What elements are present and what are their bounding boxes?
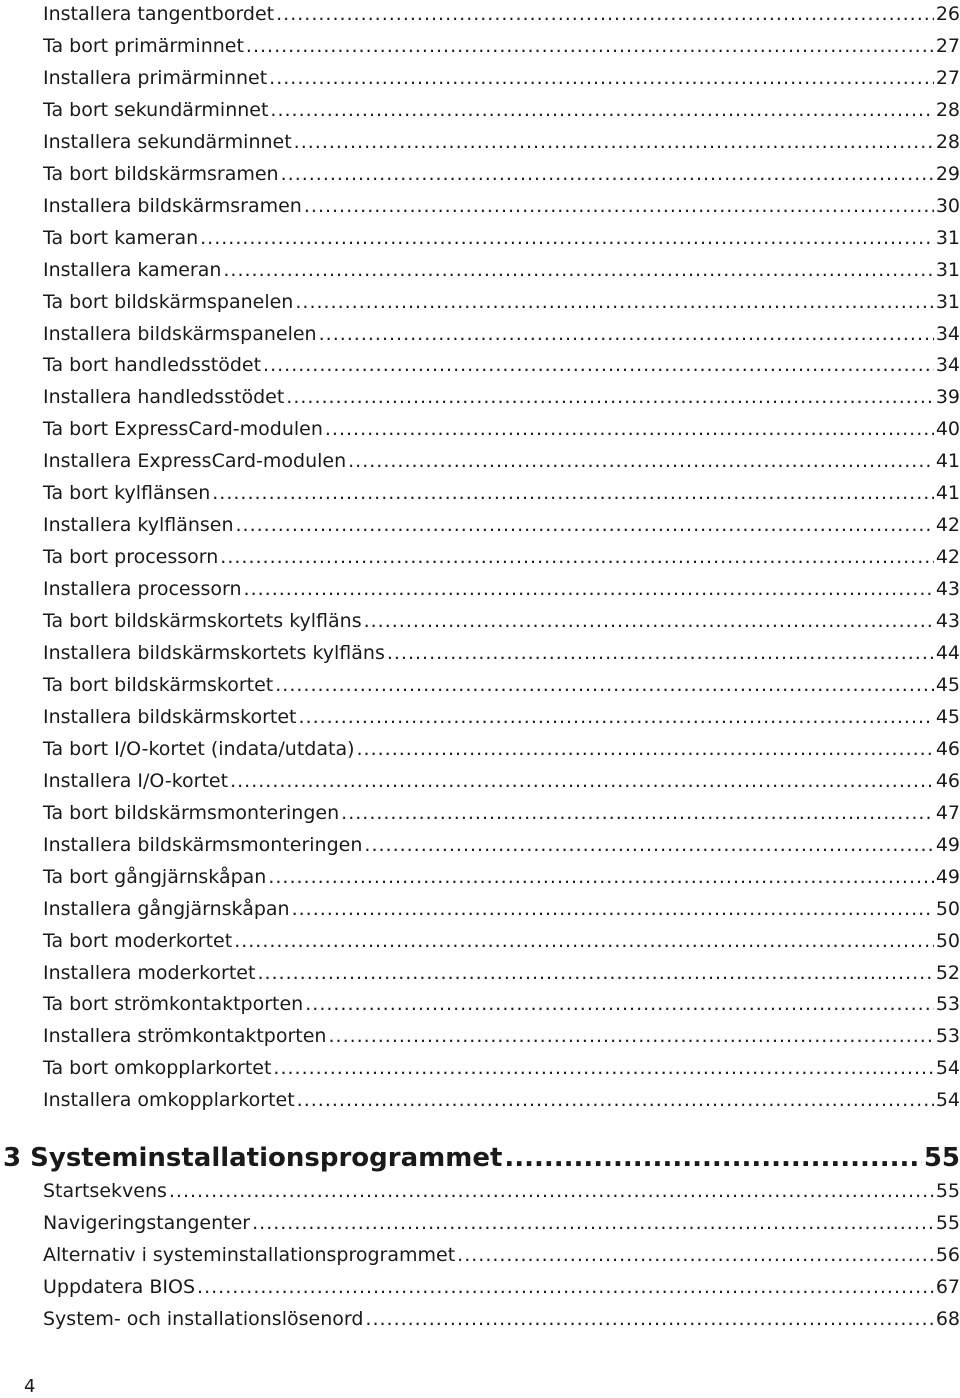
toc-leader-dots bbox=[252, 1212, 934, 1234]
toc-leader-dots bbox=[328, 1025, 933, 1047]
toc-leader-dots bbox=[268, 866, 933, 888]
toc-entry[interactable] bbox=[0, 1180, 960, 1202]
toc-leader-dots bbox=[364, 834, 933, 856]
toc-entry-page: 54 bbox=[935, 1089, 960, 1111]
toc-entry[interactable] bbox=[0, 67, 960, 89]
toc-entry-label: Navigeringstangenter bbox=[43, 1212, 251, 1234]
toc-leader-dots bbox=[263, 354, 934, 376]
toc-entry[interactable] bbox=[0, 770, 960, 792]
toc-entry[interactable] bbox=[0, 323, 960, 345]
toc-entry-page: 42 bbox=[935, 514, 960, 536]
toc-entry-label: Ta bort I/O-kortet (indata/utdata) bbox=[43, 738, 355, 760]
toc-chapter-entry[interactable] bbox=[0, 1143, 960, 1173]
toc-entry-label: Installera bildskärmsmonteringen bbox=[43, 834, 363, 856]
toc-leader-dots bbox=[348, 450, 934, 472]
toc-entry-page: 41 bbox=[935, 482, 960, 504]
toc-entry-page: 34 bbox=[935, 323, 960, 345]
toc-entry-label: Uppdatera BIOS bbox=[43, 1276, 196, 1298]
toc-entry-page: 52 bbox=[935, 962, 960, 984]
toc-entry-page: 42 bbox=[935, 546, 960, 568]
toc-entry-page: 41 bbox=[935, 450, 960, 472]
toc-entry-page: 55 bbox=[935, 1180, 960, 1202]
toc-entry[interactable] bbox=[0, 930, 960, 952]
toc-leader-dots bbox=[230, 770, 934, 792]
toc-entry-label: Ta bort handledsstödet bbox=[43, 354, 262, 376]
toc-leader-dots bbox=[297, 1089, 934, 1111]
toc-entry-page: 43 bbox=[935, 578, 960, 600]
toc-entry[interactable] bbox=[0, 131, 960, 153]
toc-entry-page: 55 bbox=[935, 1212, 960, 1234]
toc-entry[interactable] bbox=[0, 802, 960, 824]
toc-entry[interactable] bbox=[0, 898, 960, 920]
toc-leader-dots bbox=[212, 482, 934, 504]
toc-entry-label: Ta bort bildskärmskortet bbox=[43, 674, 274, 696]
toc-entry[interactable] bbox=[0, 386, 960, 408]
toc-leader-dots bbox=[223, 259, 933, 281]
toc-entry-page: 28 bbox=[935, 99, 960, 121]
toc-leader-dots bbox=[325, 418, 934, 440]
toc-entry-page: 28 bbox=[935, 131, 960, 153]
toc-entry-page: 27 bbox=[935, 67, 960, 89]
toc-entry[interactable] bbox=[0, 866, 960, 888]
toc-entry[interactable] bbox=[0, 610, 960, 632]
toc-leader-dots bbox=[197, 1276, 934, 1298]
toc-leader-dots bbox=[299, 706, 934, 728]
toc-entry-page: 45 bbox=[935, 674, 960, 696]
toc-entry-page: 31 bbox=[935, 227, 960, 249]
toc-entry-label: Installera handledsstödet bbox=[43, 386, 285, 408]
toc-leader-dots bbox=[364, 610, 934, 632]
toc-leader-dots bbox=[387, 642, 934, 664]
toc-entry-label: Installera bildskärmspanelen bbox=[43, 323, 317, 345]
toc-leader-dots bbox=[304, 195, 934, 217]
toc-entry-label: Ta bort bildskärmsmonteringen bbox=[43, 802, 340, 824]
toc-entry-page: 34 bbox=[935, 354, 960, 376]
toc-entry[interactable] bbox=[0, 1089, 960, 1111]
toc-entry-label: Installera primärminnet bbox=[43, 67, 268, 89]
toc-entry-page: 67 bbox=[935, 1276, 960, 1298]
toc-leader-dots bbox=[295, 291, 933, 313]
toc-entry[interactable] bbox=[0, 1244, 960, 1266]
toc-entry-label: Ta bort bildskärmsramen bbox=[43, 163, 279, 185]
toc-entry-label: Installera omkopplarkortet bbox=[43, 1089, 295, 1111]
toc-entry-page: 45 bbox=[935, 706, 960, 728]
toc-entry-label: Ta bort bildskärmspanelen bbox=[43, 291, 294, 313]
toc-entry-label: System- och installationslösenord bbox=[43, 1308, 364, 1330]
toc-entry[interactable] bbox=[0, 1308, 960, 1330]
toc-leader-dots bbox=[319, 323, 934, 345]
toc-entry[interactable] bbox=[0, 99, 960, 121]
toc-entry-page: 53 bbox=[935, 1025, 960, 1047]
toc-entry-label: Startsekvens bbox=[43, 1180, 167, 1202]
toc-entry-page: 46 bbox=[935, 770, 960, 792]
toc-entry-page: 68 bbox=[935, 1308, 960, 1330]
toc-entry[interactable] bbox=[0, 1025, 960, 1047]
page-number: 4 bbox=[24, 1376, 36, 1397]
toc-entry-label: Installera tangentbordet bbox=[43, 3, 275, 25]
toc-leader-dots bbox=[275, 674, 934, 696]
toc-entry-label: 3 Systeminstallationsprogrammet bbox=[3, 1143, 503, 1173]
toc-entry[interactable] bbox=[0, 993, 960, 1015]
toc-entry[interactable] bbox=[0, 354, 960, 376]
toc-entry[interactable] bbox=[0, 259, 960, 281]
toc-leader-dots bbox=[270, 99, 933, 121]
toc-leader-dots bbox=[276, 3, 934, 25]
toc-entry[interactable] bbox=[0, 450, 960, 472]
toc-entry-label: Ta bort omkopplarkortet bbox=[43, 1057, 272, 1079]
toc-entry-page: 29 bbox=[935, 163, 960, 185]
toc-entry-label: Installera strömkontaktporten bbox=[43, 1025, 327, 1047]
toc-leader-dots bbox=[357, 738, 934, 760]
toc-entry-page: 40 bbox=[935, 418, 960, 440]
toc-entry-label: Ta bort ExpressCard-modulen bbox=[43, 418, 323, 440]
toc-leader-dots bbox=[269, 67, 934, 89]
toc-entry[interactable] bbox=[0, 482, 960, 504]
toc-entry-page: 55 bbox=[923, 1143, 960, 1173]
toc-entry-label: Installera processorn bbox=[43, 578, 242, 600]
toc-leader-dots bbox=[234, 930, 934, 952]
toc-entry[interactable] bbox=[0, 163, 960, 185]
toc-entry-label: Installera bildskärmskortets kylfläns bbox=[43, 642, 385, 664]
toc-leader-dots bbox=[200, 227, 934, 249]
toc-entry-label: Installera kylflänsen bbox=[43, 514, 234, 536]
toc-leader-dots bbox=[305, 993, 934, 1015]
toc-entry[interactable] bbox=[0, 738, 960, 760]
toc-entry-label: Ta bort kameran bbox=[43, 227, 199, 249]
toc-entry-label: Ta bort primärminnet bbox=[43, 35, 244, 57]
toc-entry[interactable] bbox=[0, 227, 960, 249]
toc-leader-dots bbox=[294, 131, 934, 153]
toc-entry-label: Installera sekundärminnet bbox=[43, 131, 292, 153]
toc-entry-label: Ta bort moderkortet bbox=[43, 930, 233, 952]
toc-entry[interactable] bbox=[0, 674, 960, 696]
toc-entry-label: Installera moderkortet bbox=[43, 962, 256, 984]
toc-leader-dots bbox=[246, 35, 934, 57]
toc-entry[interactable] bbox=[0, 291, 960, 313]
toc-entry-label: Ta bort strömkontaktporten bbox=[43, 993, 304, 1015]
toc-entry-page: 27 bbox=[935, 35, 960, 57]
toc-entry-page: 50 bbox=[935, 930, 960, 952]
toc-leader-dots bbox=[273, 1057, 933, 1079]
toc-leader-dots bbox=[281, 163, 934, 185]
toc-entry-page: 49 bbox=[935, 834, 960, 856]
toc-entry-label: Ta bort processorn bbox=[43, 546, 219, 568]
toc-entry[interactable] bbox=[0, 1212, 960, 1234]
toc-entry[interactable] bbox=[0, 418, 960, 440]
toc-leader-dots bbox=[286, 386, 934, 408]
toc-leader-dots bbox=[244, 578, 934, 600]
toc-entry-page: 43 bbox=[935, 610, 960, 632]
toc-entry[interactable] bbox=[0, 834, 960, 856]
toc-entry-label: Installera ExpressCard-modulen bbox=[43, 450, 347, 472]
toc-entry-label: Installera bildskärmsramen bbox=[43, 195, 302, 217]
toc-entry-page: 44 bbox=[935, 642, 960, 664]
toc-entry-page: 31 bbox=[935, 259, 960, 281]
toc-entry-page: 46 bbox=[935, 738, 960, 760]
toc-entry[interactable] bbox=[0, 195, 960, 217]
toc-leader-dots bbox=[365, 1308, 933, 1330]
toc-leader-dots bbox=[341, 802, 934, 824]
toc-entry-page: 30 bbox=[935, 195, 960, 217]
toc-entry[interactable] bbox=[0, 514, 960, 536]
toc-leader-dots bbox=[169, 1180, 934, 1202]
toc-entry-page: 50 bbox=[935, 898, 960, 920]
toc-leader-dots bbox=[220, 546, 934, 568]
toc-entry[interactable] bbox=[0, 1057, 960, 1079]
toc-entry[interactable] bbox=[0, 706, 960, 728]
toc-leader-dots bbox=[457, 1244, 934, 1266]
toc-entry-label: Ta bort gångjärnskåpan bbox=[43, 866, 267, 888]
toc-entry-page: 26 bbox=[935, 3, 960, 25]
toc-entry-label: Installera gångjärnskåpan bbox=[43, 898, 290, 920]
toc-entry[interactable] bbox=[0, 1276, 960, 1298]
toc-entry-page: 54 bbox=[935, 1057, 960, 1079]
toc-entry-label: Ta bort kylflänsen bbox=[43, 482, 211, 504]
toc-entry[interactable] bbox=[0, 546, 960, 568]
toc-entry[interactable] bbox=[0, 35, 960, 57]
toc-entry-label: Ta bort sekundärminnet bbox=[43, 99, 269, 121]
toc-entry-label: Alternativ i systeminstallationsprogrammet bbox=[43, 1244, 456, 1266]
toc-leader-dots bbox=[236, 514, 934, 536]
toc-entry[interactable] bbox=[0, 642, 960, 664]
toc-entry-page: 31 bbox=[935, 291, 960, 313]
toc-leader-dots bbox=[257, 962, 933, 984]
toc-entry[interactable] bbox=[0, 3, 960, 25]
toc-entry[interactable] bbox=[0, 962, 960, 984]
toc-leader-dots bbox=[292, 898, 934, 920]
toc-entry-page: 56 bbox=[935, 1244, 960, 1266]
toc-leader-dots bbox=[504, 1143, 921, 1173]
toc-entry-label: Installera kameran bbox=[43, 259, 222, 281]
toc-entry-label: Installera I/O-kortet bbox=[43, 770, 229, 792]
toc-entry[interactable] bbox=[0, 578, 960, 600]
toc-entry-label: Installera bildskärmskortet bbox=[43, 706, 297, 728]
toc-entry-label: Ta bort bildskärmskortets kylfläns bbox=[43, 610, 362, 632]
toc-entry-page: 49 bbox=[935, 866, 960, 888]
toc-entry-page: 39 bbox=[935, 386, 960, 408]
toc-entry-page: 53 bbox=[935, 993, 960, 1015]
toc-entry-page: 47 bbox=[935, 802, 960, 824]
